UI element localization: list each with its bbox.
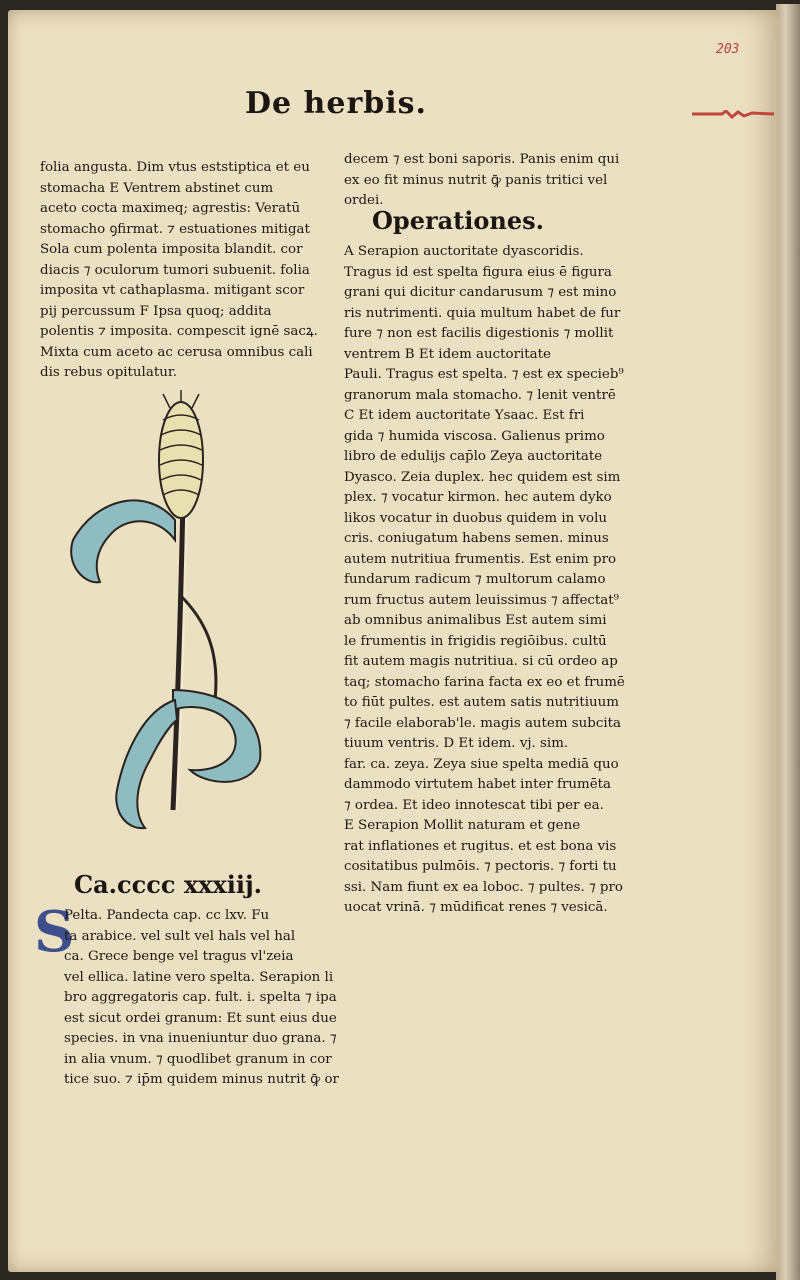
folio-number: 203 xyxy=(716,42,740,57)
text-line: bro aggregatoris cap. fult. i. spelta ⁊ ipa xyxy=(64,990,337,1005)
text-line: ventrem B Et idem auctoritate xyxy=(344,346,551,362)
text-line: in alia vnum. ⁊ quodlibet granum in cor xyxy=(64,1051,332,1067)
text-line: rum fructus autem leuissimus ⁊ affectat⁹ xyxy=(344,592,619,608)
text-line: ssi. Nam fiunt ex ea loboc. ⁊ pultes. ⁊ pro xyxy=(344,879,623,895)
text-line: ex eo fit minus nutrit ꝙ̄ panis tritici vel xyxy=(344,172,608,188)
text-line: ab omnibus animalibus Est autem simi xyxy=(344,613,607,628)
text-line: aceto cocta maximeq; agrestis: Veratū xyxy=(40,201,301,216)
text-line: fure ⁊ non est facilis digestionis ⁊ mollit xyxy=(344,326,614,341)
text-line: tiuum ventris. D Et idem. vj. sim. xyxy=(344,736,569,751)
chapter-text xyxy=(64,906,339,1091)
text-line: gida ⁊ humida viscosa. Galienus primo xyxy=(344,428,605,444)
text-line: ca. Grece benge vel tragus vl'zeia xyxy=(64,949,294,964)
text-line: Mixta cum aceto ac cerusa omnibus cali xyxy=(40,344,313,360)
text-line: Tragus id est spelta figura eius ē figura xyxy=(344,264,612,280)
text-line: libro de edulijs cap̄lo Zeya auctoritate xyxy=(344,449,603,464)
text-line: le frumentis in frigidis regiōibus. cultū xyxy=(344,633,607,649)
text-line: to fiūt pultes. est autem satis nutritiuum xyxy=(344,695,619,710)
text-line: taq; stomacho farina facta ex eo et frumē xyxy=(344,674,625,690)
text-line: likos vocatur in duobus quidem in volu xyxy=(344,510,608,526)
text-line: Pelta. Pandecta cap. cc lxv. Fu xyxy=(64,908,270,923)
chapter-heading xyxy=(74,870,262,899)
text-line: est sicut ordei granum: Et sunt eius due xyxy=(64,1010,337,1026)
text-line: diacis ⁊ oculorum tumori subuenit. folia xyxy=(40,262,310,278)
right-column-intro xyxy=(344,150,634,212)
text-line: ta arabice. vel sult vel hals vel hal xyxy=(64,928,296,944)
spelt-plant-illustration xyxy=(55,390,285,840)
text-line: fit autem magis nutritiua. si cū ordeo ap xyxy=(344,654,618,669)
text-line: Sola cum polenta imposita blandit. cor xyxy=(40,242,303,257)
chapter-heading-text: Ca.cccc xxxiij. xyxy=(74,870,263,899)
text-line: A Serapion auctoritate dyascoridis. xyxy=(344,244,584,259)
text-line: vel ellica. latine vero spelta. Serapion li xyxy=(64,969,334,985)
text-line: Pauli. Tragus est spelta. ⁊ est ex specieb⁹ xyxy=(344,367,624,382)
text-line: C Et idem auctoritate Ysaac. Est fri xyxy=(344,408,585,423)
text-line: decem ⁊ est boni saporis. Panis enim qui xyxy=(344,152,620,167)
text-line: ⁊ facile elaborab'le. magis autem subcita xyxy=(344,715,622,731)
text-line: Dyasco. Zeia duplex. hec quidem est sim xyxy=(344,469,621,485)
text-line: dis rebus opitulatur. xyxy=(40,365,178,380)
text-line: tice suo. ⁊ ip̄m quidem minus nutrit ꝙ̄ or xyxy=(64,1072,339,1087)
text-line: grani qui dicitur candarusum ⁊ est mino xyxy=(344,285,617,300)
text-line: ⁊ ordea. Et ideo innotescat tibi per ea. xyxy=(344,797,604,813)
text-line: stomacho ꝯfirmat. ⁊ estuationes mitigat xyxy=(40,221,310,237)
decorated-initial: S xyxy=(34,899,75,965)
text-line: pij percussum F Ipsa quoq; addita xyxy=(40,303,272,319)
text-line: ris nutrimenti. quia multum habet de fur xyxy=(344,305,621,321)
text-line: fundarum radicum ⁊ multorum calamo xyxy=(344,572,606,587)
text-line: folia angusta. Dim vtus eststiptica et eu xyxy=(40,160,310,175)
operationes-heading-text: Operationes. xyxy=(372,206,544,235)
text-line: plex. ⁊ vocatur kirmon. hec autem dyko xyxy=(344,490,612,505)
text-line: dammodo virtutem habet inter frumēta xyxy=(344,777,611,792)
text-line: species. in vna inueniuntur duo grana. ⁊ xyxy=(64,1031,337,1046)
text-line: cris. coniugatum habens semen. minus xyxy=(344,531,609,546)
text-line: E Serapion Mollit naturam et gene xyxy=(344,818,581,833)
text-line: stomacha E Ventrem abstinet cum xyxy=(40,180,274,196)
text-line: granorum mala stomacho. ⁊ lenit ventrē xyxy=(344,387,616,403)
text-line: uocat vrinā. ⁊ mūdificat renes ⁊ vesicā. xyxy=(344,900,608,915)
text-line: far. ca. zeya. Zeya siue spelta mediā quo xyxy=(344,756,619,772)
operationes-heading xyxy=(372,206,544,235)
text-line: imposita vt cathaplasma. mitigant scor xyxy=(40,283,305,298)
text-line: polentis ⁊ imposita. compescit ignē sacꝝ. xyxy=(40,324,318,339)
text-line: ordei. xyxy=(344,193,384,208)
red-marginal-mark xyxy=(692,110,774,119)
operationes-text xyxy=(344,242,634,919)
running-title: De herbis. xyxy=(245,86,427,121)
text-line: cositatibus pulmōis. ⁊ pectoris. ⁊ forti tu xyxy=(344,859,617,874)
left-column-text xyxy=(40,158,318,384)
text-line: rat inflationes et rugitus. et est bona vis xyxy=(344,838,617,854)
text-line: autem nutritiua frumentis. Est enim pro xyxy=(344,551,617,567)
